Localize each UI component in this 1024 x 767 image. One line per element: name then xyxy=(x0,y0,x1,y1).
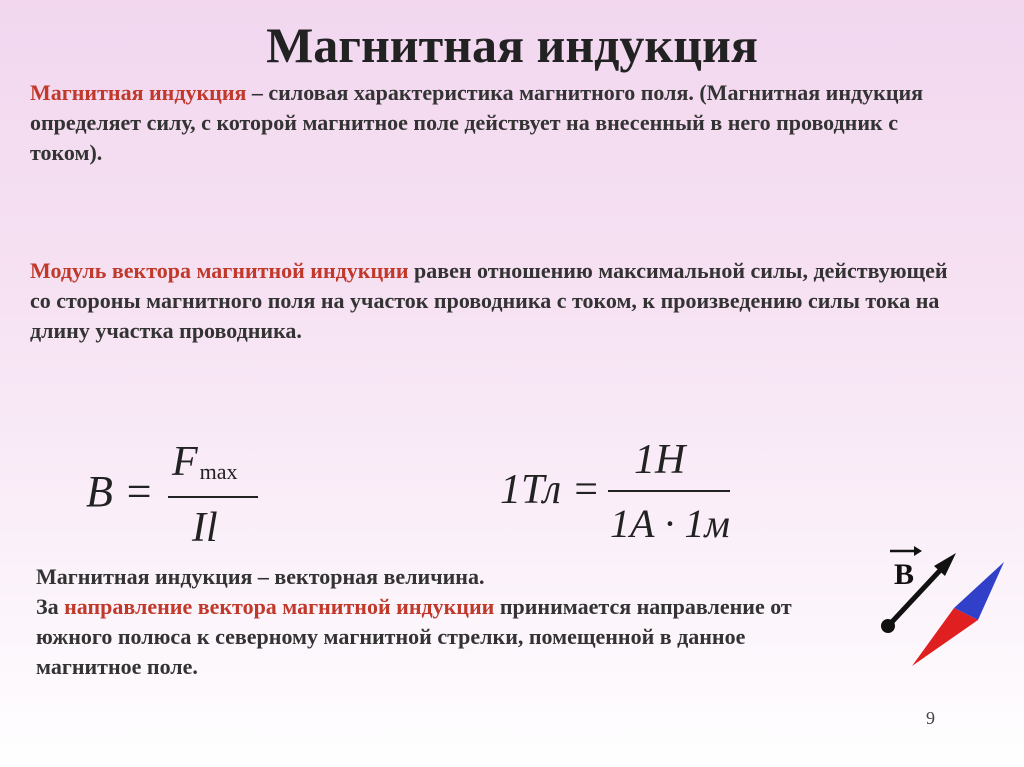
magnetic-needle-diagram xyxy=(870,540,1020,680)
direction-term: направление вектора магнитной индукции xyxy=(64,594,495,619)
modulus-text: равен отношению максимальной силы, действующей со стороны магнитного поля на участок проводника с током, к произведению силы тока на длину участка проводника. xyxy=(30,258,948,343)
unit-fraction-bar xyxy=(608,490,730,492)
definition-text: – силовая характеристика магнитного поля. (Магнитная индукция определяет силу, с которой магнитное поле действует на внесенный в него проводник с током). xyxy=(30,80,924,165)
page-number: 9 xyxy=(926,708,935,728)
fraction-bar xyxy=(168,496,258,498)
formula-force: F xyxy=(172,439,198,485)
unit-denominator: 1А · 1м xyxy=(610,501,730,546)
modulus-paragraph xyxy=(30,256,970,346)
direction-text: За направление вектора магнитной индукции принимается направление от южного полюса к северному магнитной стрелки, помещенной в данное магнитное поле. xyxy=(36,594,792,679)
formula-subscript: max xyxy=(199,459,238,484)
direction-paragraph xyxy=(36,562,856,682)
definition-paragraph xyxy=(30,78,970,168)
vector-statement: Магнитная индукция – векторная величина. xyxy=(36,564,485,589)
unit-lhs: 1Тл = xyxy=(500,467,600,513)
unit-numerator: 1Н xyxy=(634,437,686,483)
needle-north-icon xyxy=(954,562,1004,620)
modulus-term: Модуль вектора магнитной индукции xyxy=(30,258,409,283)
slide-title: Магнитная индукция xyxy=(266,17,758,73)
vector-b-label: B xyxy=(894,558,915,591)
formula-lhs: B = xyxy=(86,467,154,516)
vector-bar-arrowhead xyxy=(914,546,922,556)
b-vector-origin-dot xyxy=(881,619,895,633)
needle-south-icon xyxy=(912,608,978,666)
formula-denominator: Il xyxy=(192,505,218,551)
definition-term: Магнитная индукция xyxy=(30,80,247,105)
formula-numerator xyxy=(172,438,238,486)
